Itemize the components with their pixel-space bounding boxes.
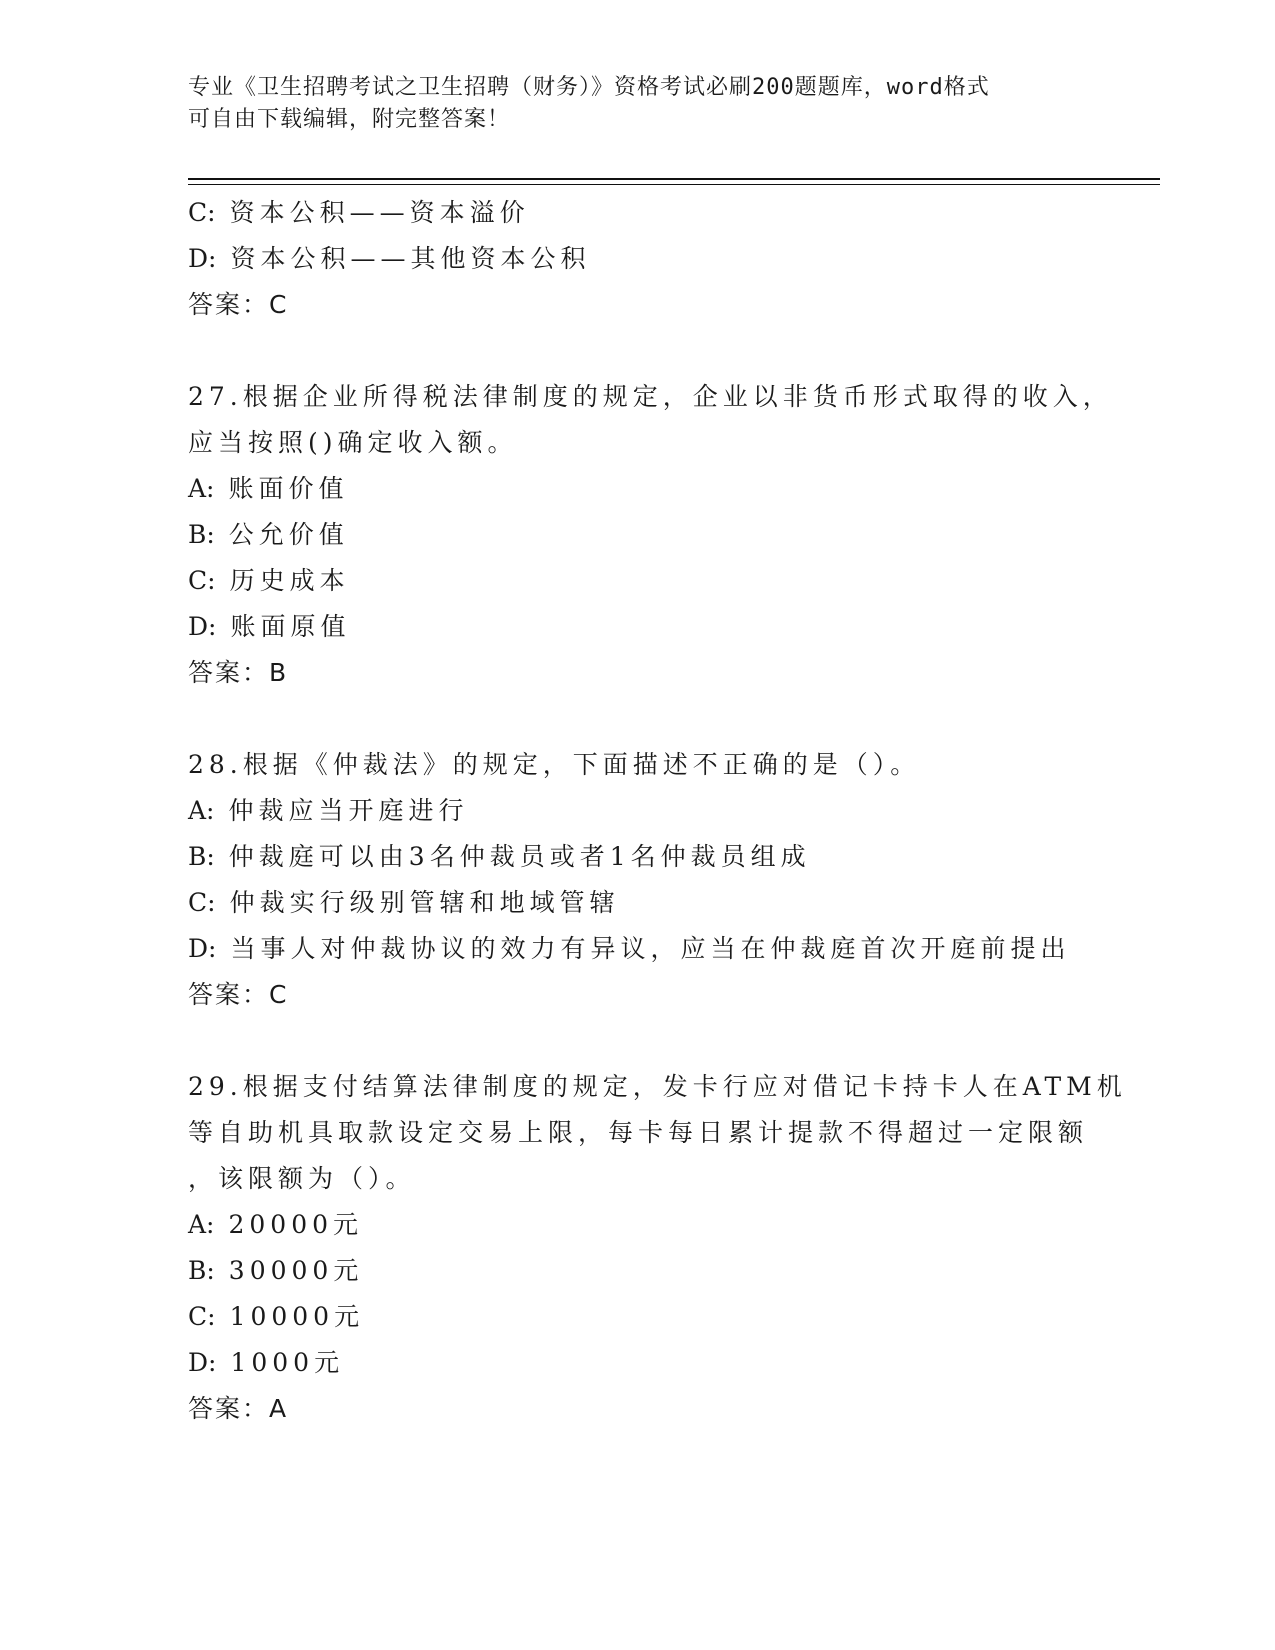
option-prefix: D:: [188, 612, 217, 641]
option-prefix: C:: [188, 888, 216, 917]
option-prefix: D:: [188, 244, 217, 273]
question-stem: 28.根据《仲裁法》的规定，下面描述不正确的是（）。: [188, 750, 921, 779]
option-text: 资本公积——其他资本公积: [230, 244, 591, 273]
option-b: [188, 1248, 1088, 1294]
answer-line: 答案：B: [188, 658, 289, 687]
header-divider-thin: [188, 184, 1160, 185]
option-c: [188, 558, 1088, 604]
option-c: [188, 880, 1088, 926]
question-26-tail: [188, 190, 1088, 328]
option-a: [188, 788, 1088, 834]
option-text: 20000元: [228, 1210, 364, 1239]
question-list: [188, 190, 1127, 1432]
option-a: [188, 466, 1088, 512]
option-prefix: A:: [188, 474, 215, 503]
option-d: [188, 236, 1088, 282]
question-stem: 27.根据企业所得税法律制度的规定，企业以非货币形式取得的收入，: [188, 382, 1113, 411]
option-prefix: D:: [188, 1348, 217, 1377]
question-stem: 等自助机具取款设定交易上限，每卡每日累计提款不得超过一定限额: [188, 1118, 1089, 1147]
option-text: 历史成本: [229, 566, 350, 595]
option-text: 当事人对仲裁协议的效力有异议，应当在仲裁庭首次开庭前提出: [230, 934, 1071, 963]
question-stem: 应当按照()确定收入额。: [188, 428, 518, 457]
header-divider-thick: [188, 178, 1160, 180]
option-prefix: A:: [188, 1210, 215, 1239]
answer-line: 答案：A: [188, 1394, 289, 1423]
option-d: [188, 604, 1088, 650]
question-29: [188, 1064, 1127, 1432]
header-line-1: 专业《卫生招聘考试之卫生招聘（财务）》资格考试必刷200题题库，word格式: [188, 75, 990, 100]
option-prefix: B:: [188, 842, 215, 871]
question-28: [188, 742, 1088, 1018]
question-stem: 29.根据支付结算法律制度的规定，发卡行应对借记卡持卡人在ATM机: [188, 1072, 1127, 1101]
option-text: 仲裁应当开庭进行: [228, 796, 469, 825]
question-stem: ，该限额为（）。: [188, 1164, 416, 1193]
option-prefix: B:: [188, 520, 215, 549]
header-line-2: 可自由下载编辑，附完整答案！: [188, 107, 511, 132]
option-text: 公允价值: [228, 520, 349, 549]
option-b: [188, 512, 1088, 558]
option-prefix: A:: [188, 796, 215, 825]
option-text: 账面价值: [228, 474, 349, 503]
option-prefix: C:: [188, 1302, 216, 1331]
option-prefix: B:: [188, 1256, 215, 1285]
document-header: [188, 72, 1088, 136]
answer-line: 答案：C: [188, 290, 289, 319]
option-prefix: C:: [188, 198, 216, 227]
option-d: [188, 926, 1088, 972]
option-d: [188, 1340, 1088, 1386]
option-text: 账面原值: [230, 612, 351, 641]
option-text: 10000元: [229, 1302, 365, 1331]
option-prefix: C:: [188, 566, 216, 595]
option-text: 仲裁庭可以由3名仲裁员或者1名仲裁员组成: [228, 842, 811, 871]
answer-line: 答案：C: [188, 980, 289, 1009]
option-text: 资本公积——资本溢价: [229, 198, 530, 227]
option-c: [188, 1294, 1088, 1340]
option-prefix: D:: [188, 934, 217, 963]
option-a: [188, 1202, 1088, 1248]
option-text: 仲裁实行级别管辖和地域管辖: [229, 888, 620, 917]
option-c: [188, 190, 1088, 236]
option-b: [188, 834, 1088, 880]
option-text: 1000元: [230, 1348, 345, 1377]
question-27: [188, 374, 1113, 696]
option-text: 30000元: [228, 1256, 364, 1285]
